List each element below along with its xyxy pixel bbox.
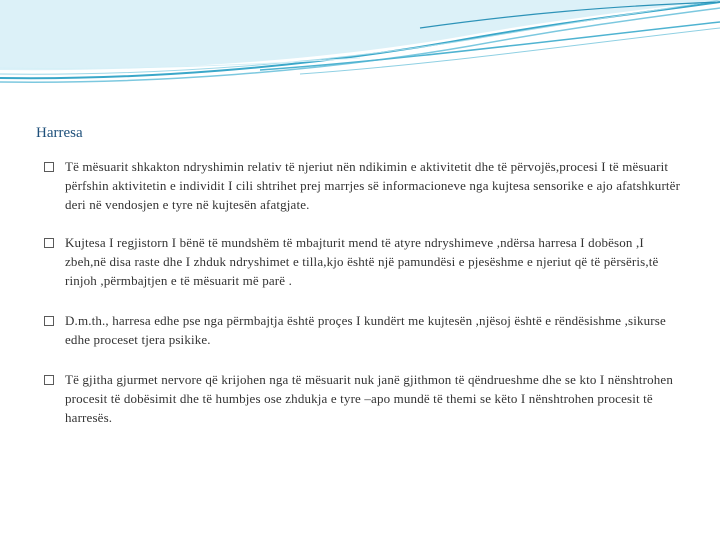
- bullet-text: D.m.th., harresa edhe pse nga përmbajtja është proçes I kundërt me kujtesën ,njësoj është e rëndësishme ,sikurse edhe proceset tjera psikike.: [65, 313, 666, 347]
- bullet-text: Të gjitha gjurmet nervore që krijohen nga të mësuarit nuk janë gjithmon të qëndrueshme dhe se kto I nënshtrohen procesit të dobësimit dhe të humbjes ose zhdukja e tyre –apo mundë të themi se këto I nënshtrohen procesit të harresës.: [65, 372, 673, 425]
- header-wave-decoration: [0, 0, 720, 100]
- bullet-text: Kujtesa I regjistorn I bënë të mundshëm të mbajturit mend të atyre ndryshimeve ,ndërsa harresa I dobëson ,I zbeh,në disa raste dhe I zhduk ndryshimet e tilla,kjo është një pamundësi e pjesëshme e njeriut që të përsëris,të rinjoh ,përmbajtjen e të mësuarit më parë .: [65, 235, 659, 288]
- bullet-text: Të mësuarit shkakton ndryshimin relativ të njeriut nën ndikimin e aktivitetit dhe të përvojës,procesi I të mësuarit përfshin aktivitetin e individit I cili shtrihet prej marrjes së informacioneve nga kujtesa sensorike e ajo afatshkurtër deri në vendosjen e tyre në kujtesën afatgjate.: [65, 159, 681, 212]
- square-bullet-icon: [44, 316, 54, 326]
- list-item: [44, 370, 684, 427]
- slide-title: Harresa: [36, 125, 83, 141]
- square-bullet-icon: [44, 375, 54, 385]
- list-item: [44, 311, 684, 349]
- square-bullet-icon: [44, 238, 54, 248]
- bullet-list: [44, 157, 684, 446]
- list-item: [44, 157, 684, 214]
- square-bullet-icon: [44, 162, 54, 172]
- list-item: [44, 233, 684, 290]
